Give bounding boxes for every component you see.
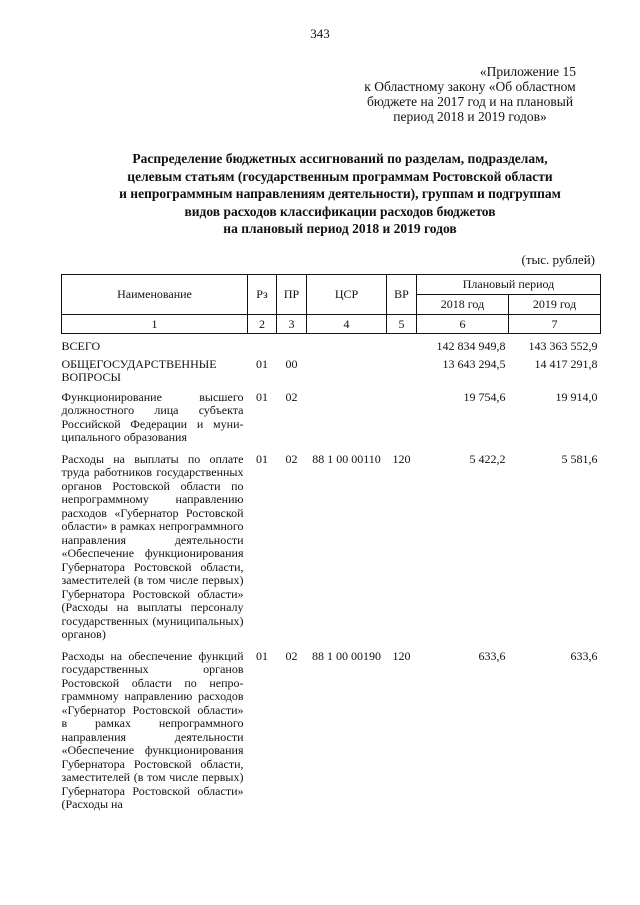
appendix-line: к Областному закону «Об областном	[364, 79, 576, 94]
row-rz: 01	[256, 451, 268, 466]
row-2019: 5 581,6	[561, 451, 598, 466]
row-csr: 88 1 00 00110	[312, 451, 381, 466]
row-pr: 00	[285, 356, 298, 371]
unit-label: (тыс. рублей)	[521, 252, 595, 267]
table-row	[62, 445, 601, 642]
row-rz	[248, 334, 277, 354]
title-line: целевым статьям (государственным программам Ростовской области	[127, 168, 553, 184]
row-name: Расходы на обеспечение функций государственных органов Ростовской области по непрограммному направлению расходов «Губернатор Ростовской области» в рамках непрограммного направления деятельности «Обеспечение функционирования Губернатора Ростовской области, заместителей (в том числе первых) Губернатора Ростовской области» (Расходы на	[61, 648, 244, 811]
row-vr	[387, 334, 417, 354]
table-header	[62, 275, 601, 334]
row-2019: 143 363 552,9	[528, 339, 598, 353]
row-pr: 02	[285, 451, 298, 466]
row-csr: 88 1 00 00190	[312, 648, 381, 663]
row-name: Функционирование высшего должностного лица субъекта Российской Федерации и муниципального образования	[61, 389, 244, 444]
row-csr	[307, 385, 387, 445]
table-row	[62, 642, 601, 812]
appendix-line: бюджете на 2017 год и на плановый	[366, 94, 574, 109]
row-pr	[277, 334, 307, 354]
column-number: 4	[307, 315, 387, 334]
row-vr: 120	[392, 451, 411, 466]
row-csr	[307, 334, 387, 354]
column-number: 6	[417, 315, 509, 334]
row-2019: 633,6	[570, 648, 598, 663]
row-rz: 01	[256, 648, 268, 663]
row-2018: 633,6	[478, 648, 506, 663]
row-csr	[307, 354, 387, 385]
column-number: 3	[277, 315, 307, 334]
header-csr: ЦСР	[307, 275, 387, 315]
header-pr: ПР	[277, 275, 307, 315]
page-number: 343	[310, 26, 330, 41]
row-2018: 13 643 294,5	[442, 356, 506, 371]
row-vr	[387, 354, 417, 385]
title-line: Распределение бюджетных ассигнований по разделам, подразделам,	[132, 151, 548, 166]
header-rz: Рз	[248, 275, 277, 315]
header-2019: 2019 год	[509, 295, 601, 315]
row-2018: 19 754,6	[463, 389, 506, 404]
column-number: 5	[387, 315, 417, 334]
column-number: 7	[509, 315, 601, 334]
title-line: видов расходов классификации расходов бюджетов	[184, 203, 496, 219]
title-line: на плановый период 2018 и 2019 годов	[223, 221, 457, 237]
row-2018: 5 422,2	[469, 451, 506, 466]
row-vr	[387, 385, 417, 445]
row-name: ВСЕГО	[61, 339, 101, 353]
row-2019: 14 417 291,8	[534, 356, 598, 371]
header-vr: ВР	[387, 275, 417, 315]
row-name: ОБЩЕГОСУДАРСТВЕННЫЕ ВОПРОСЫ	[61, 356, 217, 384]
row-rz: 01	[256, 389, 268, 404]
appendix-header	[330, 64, 610, 124]
budget-table	[61, 274, 601, 812]
column-number: 2	[248, 315, 277, 334]
row-2019: 19 914,0	[555, 389, 598, 404]
row-pr: 02	[285, 648, 298, 663]
title-line: и непрограммным направлениям деятельности), группам и подгруппам	[119, 186, 561, 202]
table-row	[62, 334, 601, 354]
table-row	[62, 385, 601, 445]
header-planned-period: Плановый период	[417, 275, 601, 295]
row-name: Расходы на выплаты по оплате труда работников государственных органов Ростовской области по непрограммному направлению расходов «Губернатор Ростовской области» в рамках непрограммного направления деятельности «Обеспечение функционирования Губернатора Ростовской области, заместителей (в том числе первых) Губернатора Ростовской области» (Расходы на выплаты персоналу государственных (муниципальных) органов)	[61, 451, 244, 641]
table-row	[62, 354, 601, 385]
row-2018: 142 834 949,8	[436, 339, 506, 353]
row-rz: 01	[256, 356, 268, 371]
row-vr: 120	[392, 648, 411, 663]
column-number: 1	[62, 315, 248, 334]
row-pr: 02	[285, 389, 298, 404]
appendix-line: «Приложение 15	[479, 64, 576, 79]
header-2018: 2018 год	[417, 295, 509, 315]
appendix-line: период 2018 и 2019 годов»	[393, 109, 547, 124]
document-title	[70, 150, 610, 238]
header-name: Наименование	[62, 275, 248, 315]
